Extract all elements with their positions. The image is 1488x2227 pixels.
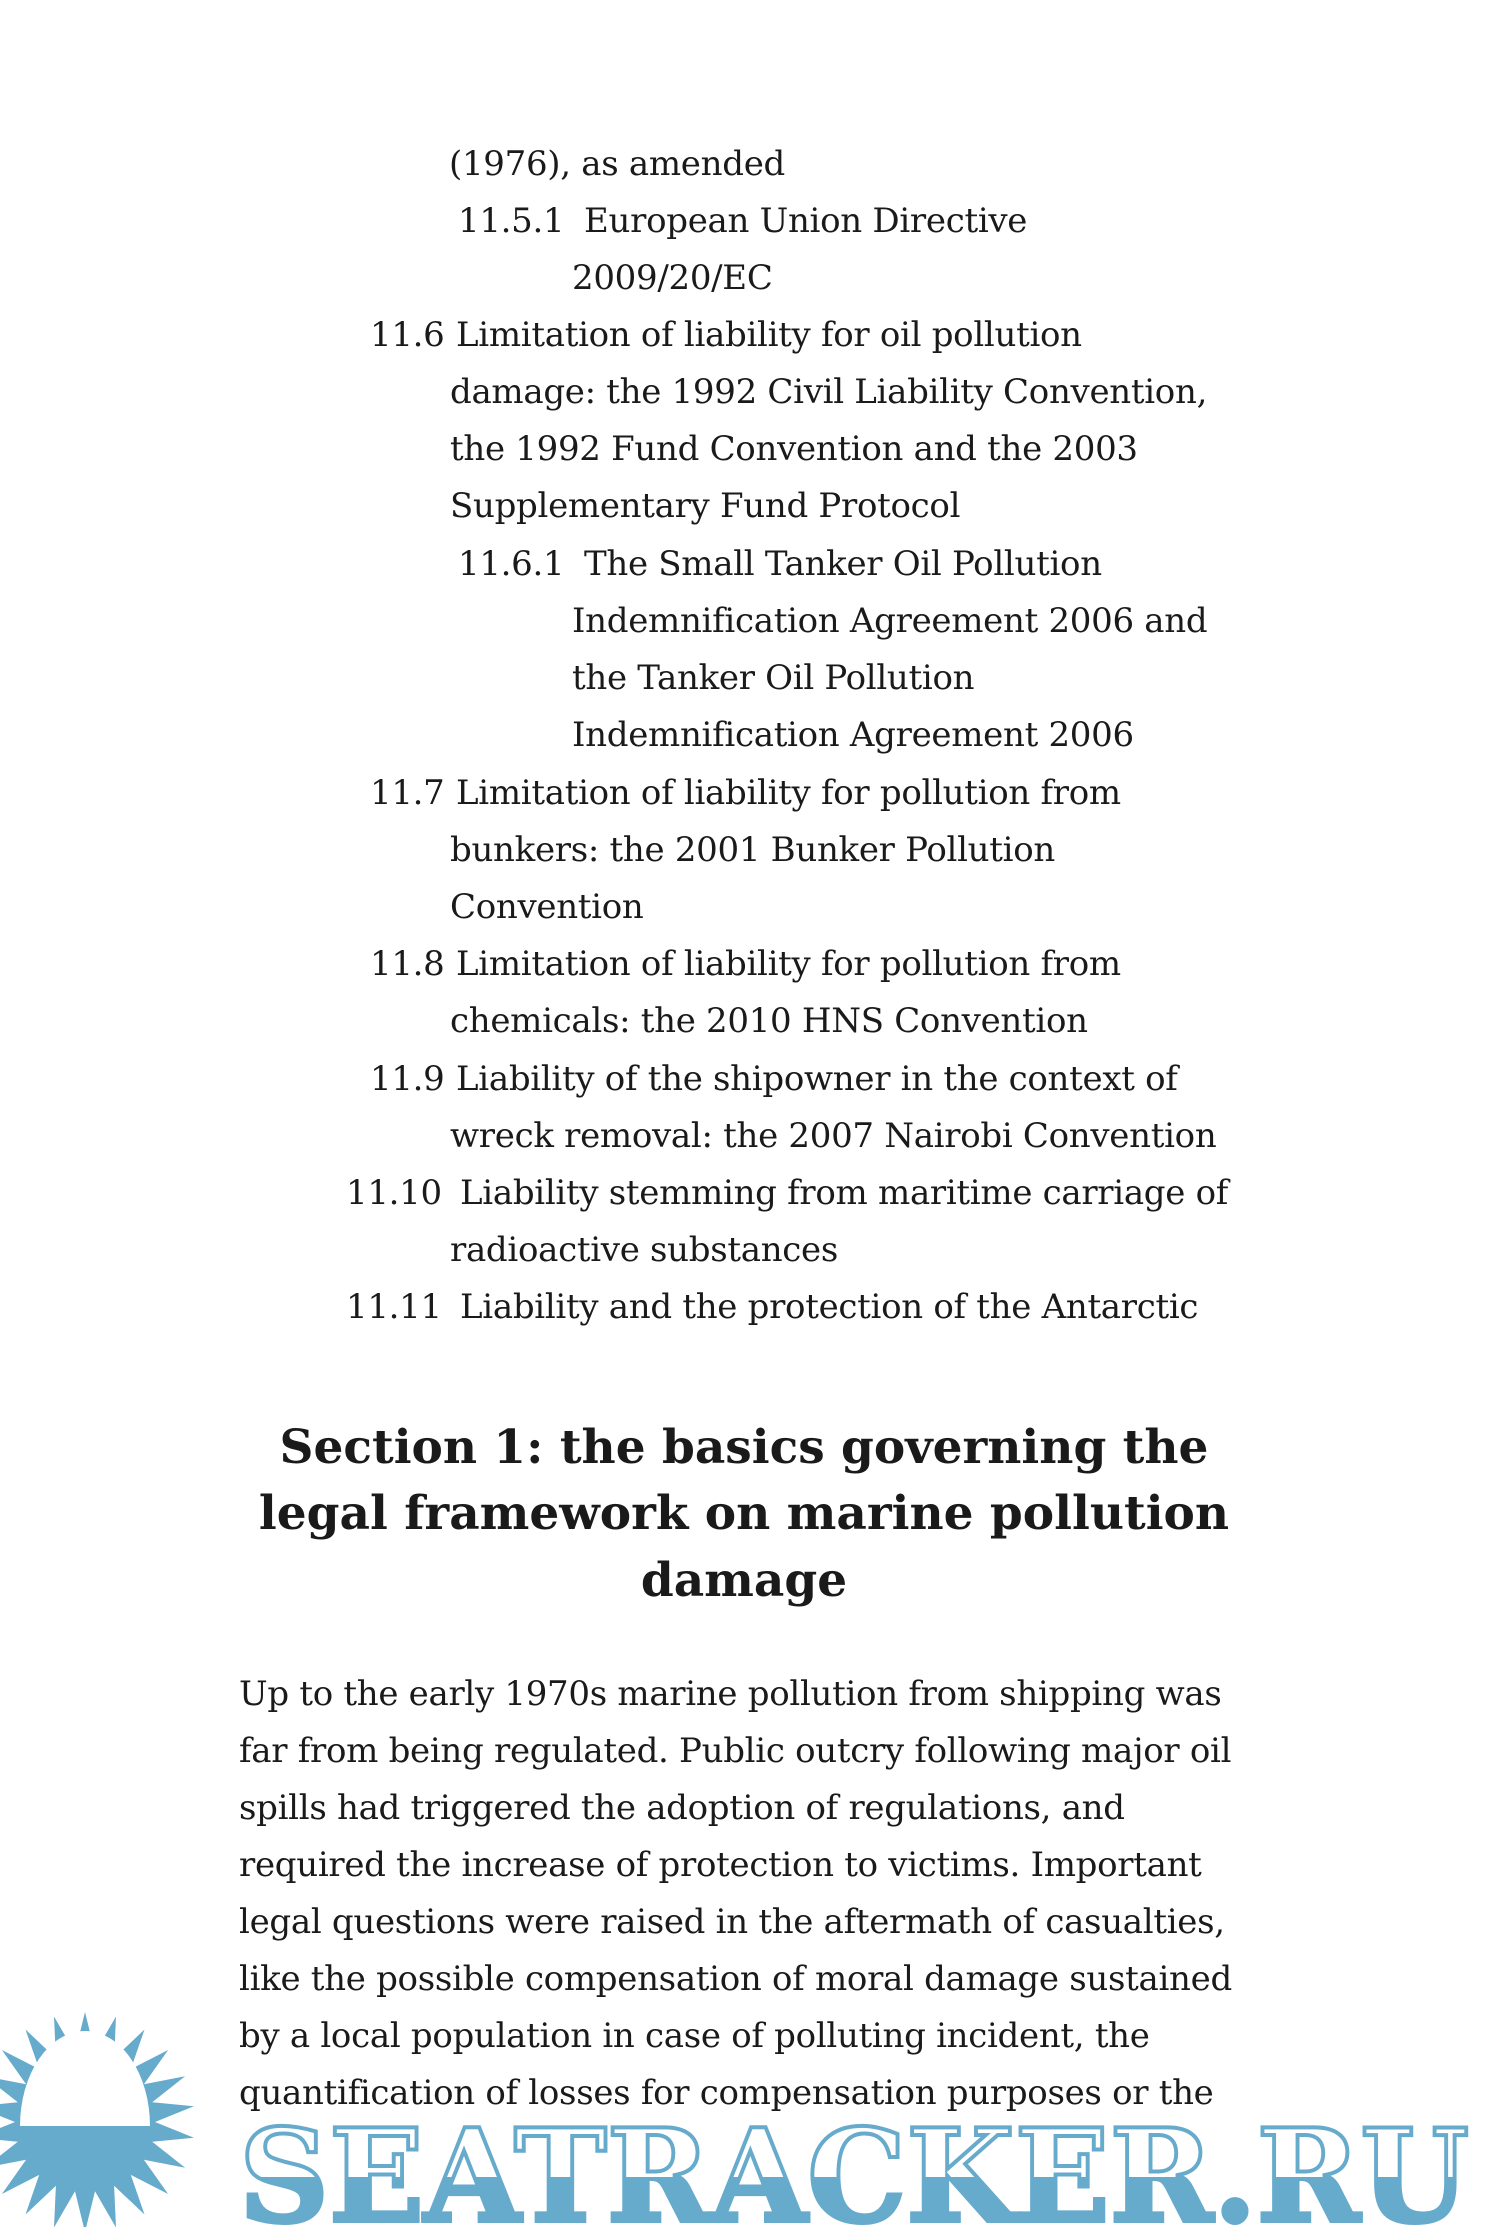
toc-entry[interactable]: Indemnification Agreement 2006 and [572,601,1208,641]
paragraph-line: spills had triggered the adoption of regulations, and [239,1788,1125,1828]
sun-icon [0,2012,194,2227]
heading-line: Section 1: the basics governing the [279,1420,1209,1475]
paragraph-line: by a local population in case of polluting incident, the [239,2016,1150,2056]
watermark [0,1990,1488,2227]
paragraph-line: Up to the early 1970s marine pollution from shipping was [239,1674,1222,1714]
toc-entry[interactable]: wreck removal: the 2007 Nairobi Convention [450,1116,1217,1156]
paragraph-line: like the possible compensation of moral damage sustained [239,1959,1232,1999]
toc-number: 11.6 [370,315,445,355]
toc-number: 11.11 [346,1287,442,1327]
toc-entry[interactable]: radioactive substances [450,1230,839,1270]
toc-number: 11.9 [370,1059,445,1099]
toc-entry[interactable]: Limitation of liability for pollution from [456,944,1121,984]
toc-entry[interactable]: Convention [450,887,644,927]
toc-entry[interactable]: 2009/20/EC [572,258,773,298]
toc-entry[interactable]: the 1992 Fund Convention and the 2003 [450,429,1138,469]
toc-number: 11.8 [370,944,445,984]
toc-entry[interactable]: chemicals: the 2010 HNS Convention [450,1001,1088,1041]
toc-number: 11.10 [346,1173,442,1213]
toc-entry[interactable]: damage: the 1992 Civil Liability Convention, [450,372,1208,412]
toc-entry[interactable]: Liability stemming from maritime carriage of [460,1173,1229,1213]
paragraph-line: required the increase of protection to victims. Important [239,1845,1202,1885]
toc-entry[interactable]: Supplementary Fund Protocol [450,486,961,526]
heading-line: legal framework on marine pollution [258,1486,1230,1541]
paragraph-line: quantification of losses for compensation purposes or the [239,2073,1214,2113]
paragraph-line: legal questions were raised in the aftermath of casualties, [239,1902,1225,1942]
toc-entry[interactable]: Limitation of liability for oil pollution [456,315,1082,355]
toc-entry[interactable]: the Tanker Oil Pollution [572,658,975,698]
toc-entry[interactable]: bunkers: the 2001 Bunker Pollution [450,830,1055,870]
toc-continuation: (1976), as amended [449,144,785,184]
toc-entry[interactable]: Liability of the shipowner in the context of [456,1059,1178,1099]
toc-entry[interactable]: Indemnification Agreement 2006 [572,715,1134,755]
heading-line: damage [640,1553,848,1608]
toc-entry[interactable]: Liability and the protection of the Antarctic [460,1287,1199,1327]
toc-entry[interactable]: Limitation of liability for pollution from [456,773,1121,813]
watermark-text: SEATRACKER.RU [239,2102,1469,2227]
toc-number: 11.7 [370,773,445,813]
toc-number: 11.5.1 [458,201,565,241]
toc-number: 11.6.1 [458,544,565,584]
toc-entry[interactable]: European Union Directive [584,201,1028,241]
toc-entry[interactable]: The Small Tanker Oil Pollution [584,544,1102,584]
paragraph-line: far from being regulated. Public outcry following major oil [239,1731,1232,1771]
